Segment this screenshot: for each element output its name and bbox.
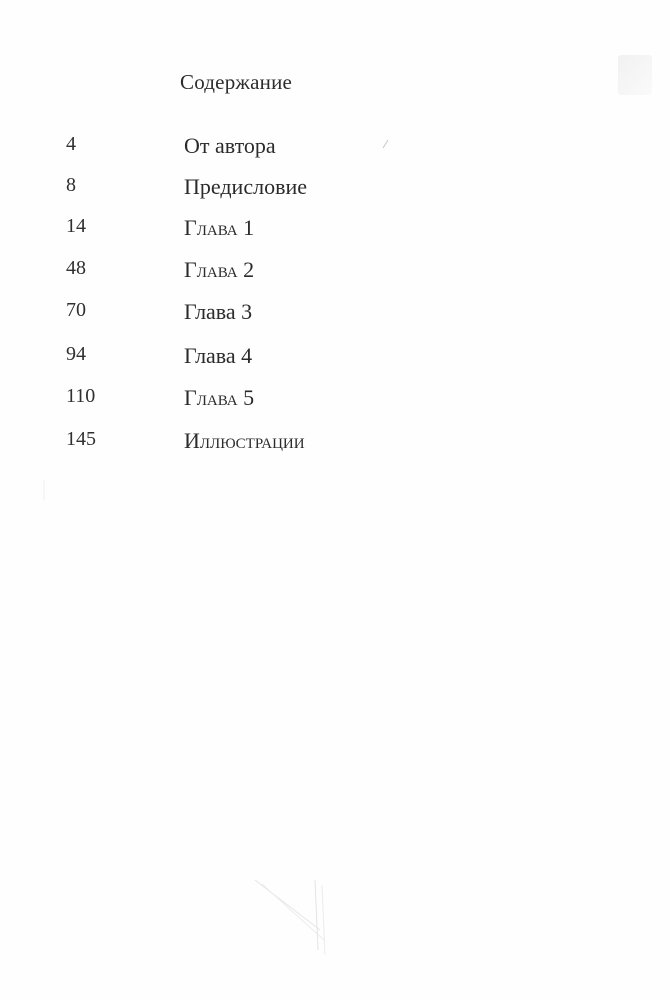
toc-entry-label: Иллюстрации bbox=[184, 428, 305, 453]
page-title: Содержание bbox=[180, 70, 293, 94]
toc-page-number: 94 bbox=[66, 343, 86, 365]
toc-page-number: 70 bbox=[66, 299, 86, 321]
toc-row bbox=[0, 428, 670, 458]
toc-row bbox=[0, 385, 670, 415]
toc-entry-label: Глава 1 bbox=[184, 215, 255, 240]
toc-page-number: 110 bbox=[66, 385, 96, 407]
toc-page-number: 145 bbox=[66, 428, 96, 450]
toc-page-number: 48 bbox=[66, 257, 86, 279]
toc-entry-label: Предисловие bbox=[184, 174, 307, 199]
toc-row bbox=[0, 174, 670, 204]
toc-page-number: 14 bbox=[66, 215, 86, 237]
toc-page-number: 4 bbox=[66, 133, 76, 155]
toc-entry-label: Глава 5 bbox=[184, 385, 255, 410]
toc-row bbox=[0, 299, 670, 329]
toc-page-number: 8 bbox=[66, 174, 76, 196]
toc-row bbox=[0, 343, 670, 373]
toc-row bbox=[0, 257, 670, 287]
toc-entry-label: Глава 2 bbox=[184, 257, 255, 282]
toc-entry-label: Глава 3 bbox=[184, 299, 253, 324]
toc-entry-label: Глава 4 bbox=[184, 343, 253, 368]
toc-row bbox=[0, 133, 670, 163]
toc-row bbox=[0, 215, 670, 245]
toc-entry-label: От автора bbox=[184, 133, 276, 158]
